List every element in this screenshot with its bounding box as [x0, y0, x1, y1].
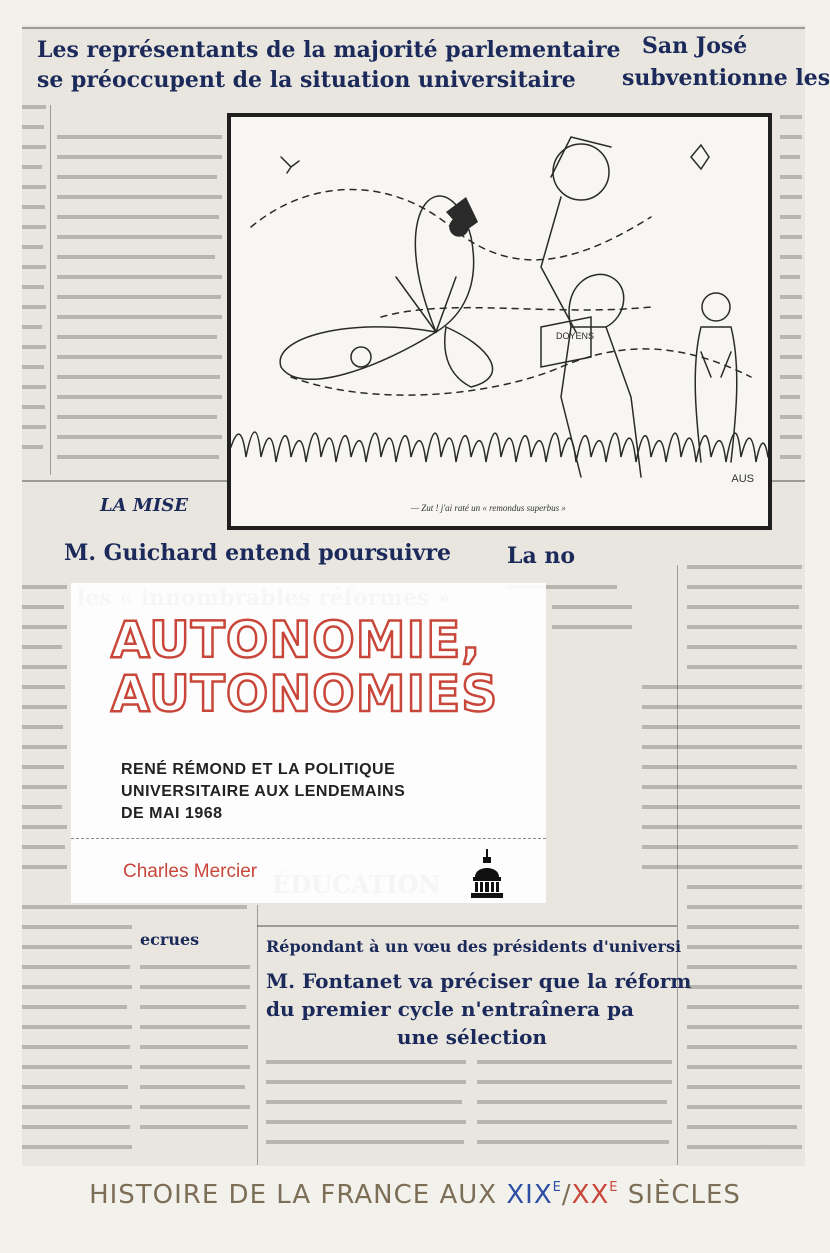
- newspaper-headline: LA MISE: [100, 495, 188, 516]
- newspaper-headline: ecrues: [140, 930, 200, 949]
- newspaper-headline: subventionne les: [622, 65, 830, 91]
- newspaper-headline: San José: [642, 33, 748, 59]
- book-title-line-2: AUTONOMIES: [111, 665, 499, 723]
- subtitle-line-1: RENÉ RÉMOND ET LA POLITIQUE: [121, 761, 396, 778]
- publisher-dome-icon: [469, 849, 505, 901]
- series-suffix: SIÈCLES: [618, 1180, 741, 1210]
- newspaper-headline: La no: [507, 543, 576, 569]
- newspaper-headline: une sélection: [397, 1025, 547, 1049]
- newspaper-headline: Répondant à un vœu des présidents d'universi: [266, 937, 682, 956]
- book-title: [111, 613, 498, 721]
- series-exponent-2: E: [609, 1180, 619, 1195]
- newspaper-headline: M. Fontanet va préciser que la réform: [266, 969, 692, 993]
- series-title: [0, 1180, 830, 1210]
- series-xix: XIX: [506, 1180, 553, 1210]
- cartoon-illustration: [227, 113, 772, 530]
- book-title-line-1: AUTONOMIE,: [111, 611, 482, 669]
- newspaper-headline: M. Guichard entend poursuivre: [64, 540, 452, 566]
- author-name: Charles Mercier: [123, 861, 258, 882]
- newspaper-headline: du premier cycle n'entraînera pa: [266, 997, 634, 1021]
- series-xx: XX: [571, 1180, 610, 1210]
- subtitle-line-2: UNIVERSITAIRE AUX LENDEMAINS: [121, 783, 406, 800]
- newspaper-headline: se préoccupent de la situation universitaire: [37, 67, 576, 93]
- cartoon-signature: AUS: [731, 473, 754, 485]
- subtitle-line-3: DE MAI 1968: [121, 805, 223, 822]
- cartoon-caption: — Zut ! j'ai raté un « remondus superbus »: [411, 503, 566, 513]
- cartoon-drawing: [231, 117, 768, 526]
- series-slash: /: [561, 1180, 572, 1210]
- dashed-divider: [71, 838, 546, 839]
- series-prefix: HISTOIRE DE LA FRANCE AUX: [89, 1180, 507, 1210]
- newspaper-headline: Les représentants de la majorité parlementaire: [37, 37, 621, 63]
- book-subtitle: [121, 759, 405, 825]
- title-panel: [71, 583, 546, 903]
- series-exponent-1: E: [552, 1180, 562, 1195]
- cartoon-box-label: DOYENS: [556, 331, 595, 341]
